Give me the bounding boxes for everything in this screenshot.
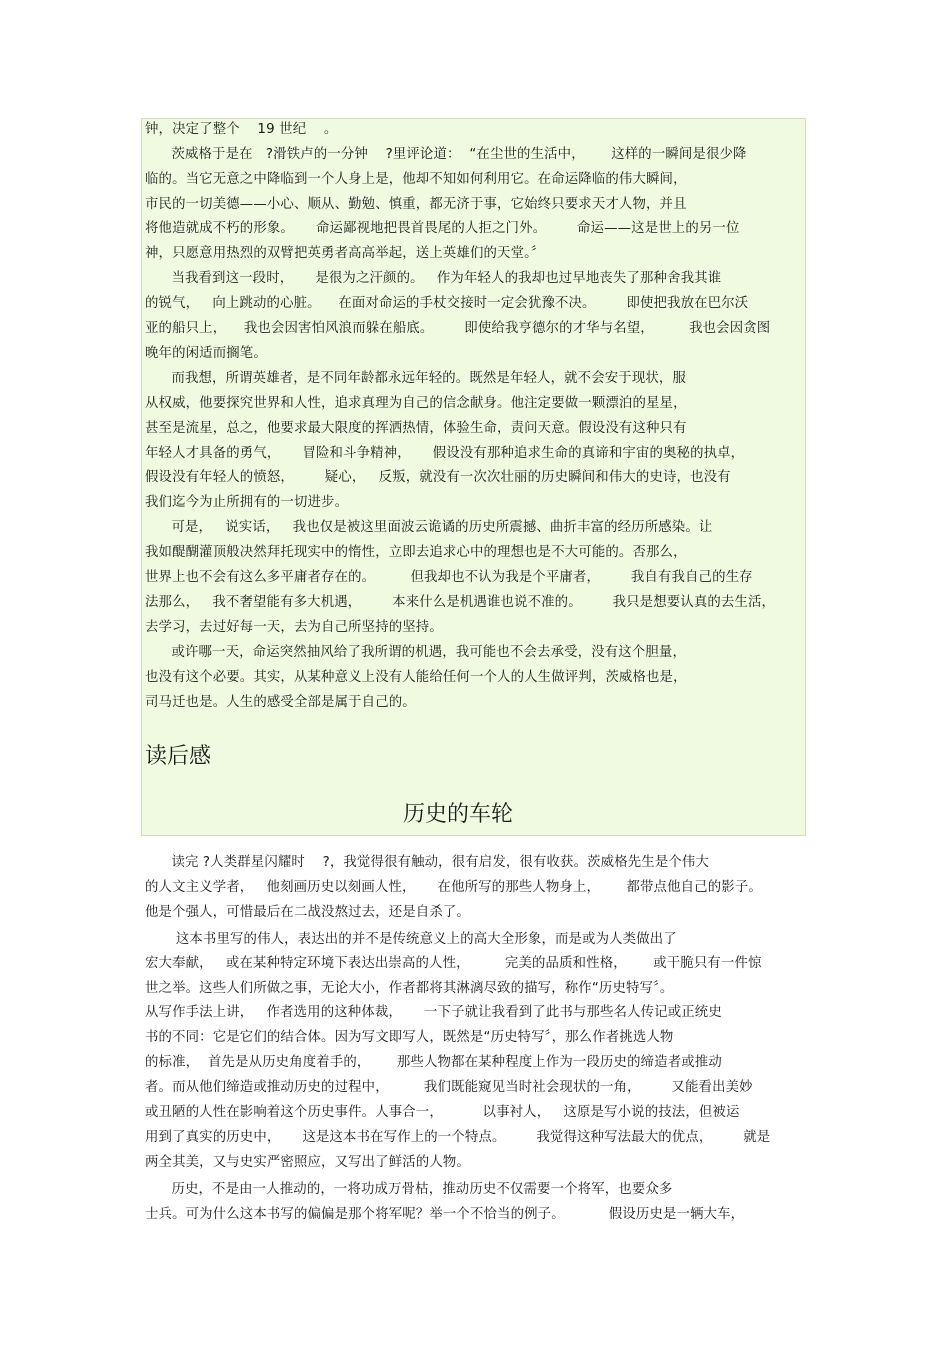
- text-line: 两全其美，又与史实严密照应，又写出了鲜活的人物。: [145, 1155, 470, 1170]
- text-line: 晚年的闲适而搁笔。: [145, 346, 267, 361]
- text-line: 假设没有年轻人的愤怒， 疑心， 反叛，就没有一次次壮丽的历史瞬间和伟大的史诗，也没有: [145, 470, 731, 485]
- text-line: 书的不同：它是它们的结合体。因为写文即写人，既然是“历史特写〞，那么作者挑选人物: [145, 1030, 674, 1045]
- text-line: 将他造就成不朽的形象。 命运鄙视地把畏首畏尾的人拒之门外。 命运——这是世上的另一位: [145, 221, 740, 236]
- text-line: 也没有这个必要。其实，从某种意义上没有人能给任何一个人的人生做评判，茨威格也是，: [145, 670, 687, 685]
- text-line: 司马迁也是。人生的感受全部是属于自己的。: [145, 695, 416, 710]
- text-line: 从权威，他要探究世界和人性，追求真理为自己的信念献身。他注定要做一颗漂泊的星星，: [145, 396, 687, 411]
- text-line: 宏大奉献， 或在某种特定环境下表达出崇高的人性， 完美的品质和性格， 或干脆只有一件惊: [145, 956, 762, 971]
- text-line: 的锐气， 向上跳动的心脏。 在面对命运的手杖交接时一定会犹豫不决。 即使把我放在巴尔沃: [145, 296, 749, 311]
- text-line: 或丑陋的人性在影响着这个历史事件。人事合一， 以事衬人， 这原是写小说的技法，但被运: [145, 1105, 740, 1120]
- text-line: 钟，决定了整个 19 世纪 。: [145, 122, 338, 137]
- text-line: 士兵。可为什么这本书写的偏偏是那个将军呢？举一个不恰当的例子。 假设历史是一辆大车，: [145, 1207, 745, 1222]
- text-line: 亚的船只上， 我也会因害怕风浪而躲在船底。 即使给我亨德尔的才华与名望， 我也会因贪图: [145, 321, 771, 336]
- text-line: 茨威格于是在 ?滑铁卢的一分钟 ?里评论道： “在尘世的生活中， 这样的一瞬间是很少降: [145, 147, 747, 162]
- text-line: 的人文主义学者， 他刻画历史以刻画人性， 在他所写的那些人物身上， 都带点他自己的影子。: [145, 880, 762, 895]
- text-line: 世界上也不会有这么多平庸者存在的。 但我却也不认为我是个平庸者， 我自有我自己的生存: [145, 570, 753, 585]
- text-line: 我们迄今为止所拥有的一切进步。: [145, 495, 349, 510]
- text-line: 者。而从他们缔造或推动历史的过程中， 我们既能窥见当时社会现状的一角， 又能看出美妙: [145, 1080, 753, 1095]
- text-line: 历史，不是由一人推动的，一将功成万骨枯，推动历史不仅需要一个将军，也要众多: [145, 1182, 673, 1197]
- essay-title: 历史的车轮: [402, 802, 513, 827]
- text-line: 市民的一切美德——小心、顺从、勤勉、慎重，都无济于事，它始终只要求天才人物，并且: [145, 197, 687, 212]
- text-line: 从写作手法上讲， 作者选用的这种体裁， 一下子就让我看到了此书与那些名人传记或正统史: [145, 1005, 722, 1020]
- section-heading: 读后感: [145, 744, 212, 769]
- text-line: 而我想，所谓英雄者，是不同年龄都永远年轻的。既然是年轻人，就不会安于现状，服: [145, 371, 686, 386]
- text-line: 这本书里写的伟人，表达出的并不是传统意义上的高大全形象，而是或为人类做出了: [145, 932, 677, 947]
- text-line: 去学习，去过好每一天，去为自己所坚持的坚持。: [145, 620, 443, 635]
- text-line: 年轻人才具备的勇气， 冒险和斗争精神， 假设没有那种追求生命的真谛和宇宙的奥秘的执卓，: [145, 446, 745, 461]
- text-line: 用到了真实的历史中， 这是这本书在写作上的一个特点。 我觉得这种写法最大的优点， 就是: [145, 1130, 771, 1145]
- text-line: 或许哪一天，命运突然抽风给了我所谓的机遇，我可能也不会去承受，没有这个胆量，: [145, 645, 686, 660]
- text-line: 我如醍醐灌顶般决然拜托现实中的惰性，立即去追求心中的理想也是不大可能的。否那么，: [145, 545, 687, 560]
- text-line: 甚至是流星，总之，他要求最大限度的挥洒热情，体验生命，责问天意。假设没有这种只有: [145, 421, 687, 436]
- text-line: 世之举。这些人们所做之事，无论大小，作者都将其淋漓尽致的描写，称作“历史特写〞。: [145, 981, 674, 996]
- text-line: 法那么， 我不奢望能有多大机遇， 本来什么是机遇谁也说不准的。 我只是想要认真的去生活，: [145, 595, 776, 610]
- text-line: 读完 ?人类群星闪耀时 ?，我觉得很有触动，很有启发，很有收获。茨威格先生是个伟大: [145, 855, 709, 870]
- text-line: 可是， 说实话， 我也仅是被这里面波云诡谲的历史所震撼、曲折丰富的经历所感染。让: [145, 520, 713, 535]
- text-line: 的标准， 首先是从历史角度着手的， 那些人物都在某种程度上作为一段历史的缔造者或推动: [145, 1055, 722, 1070]
- text-line: 当我看到这一段时， 是很为之汗颜的。 作为年轻人的我却也过早地丧失了那种舍我其谁: [145, 271, 722, 286]
- text-line: 神，只愿意用热烈的双臂把英勇者高高举起，送上英雄们的天堂。〞: [145, 246, 545, 261]
- text-line: 他是个强人，可惜最后在二战没熬过去，还是自杀了。: [145, 905, 470, 920]
- text-line: 临的。当它无意之中降临到一个人身上是，他却不知如何利用它。在命运降临的伟大瞬间，: [145, 172, 687, 187]
